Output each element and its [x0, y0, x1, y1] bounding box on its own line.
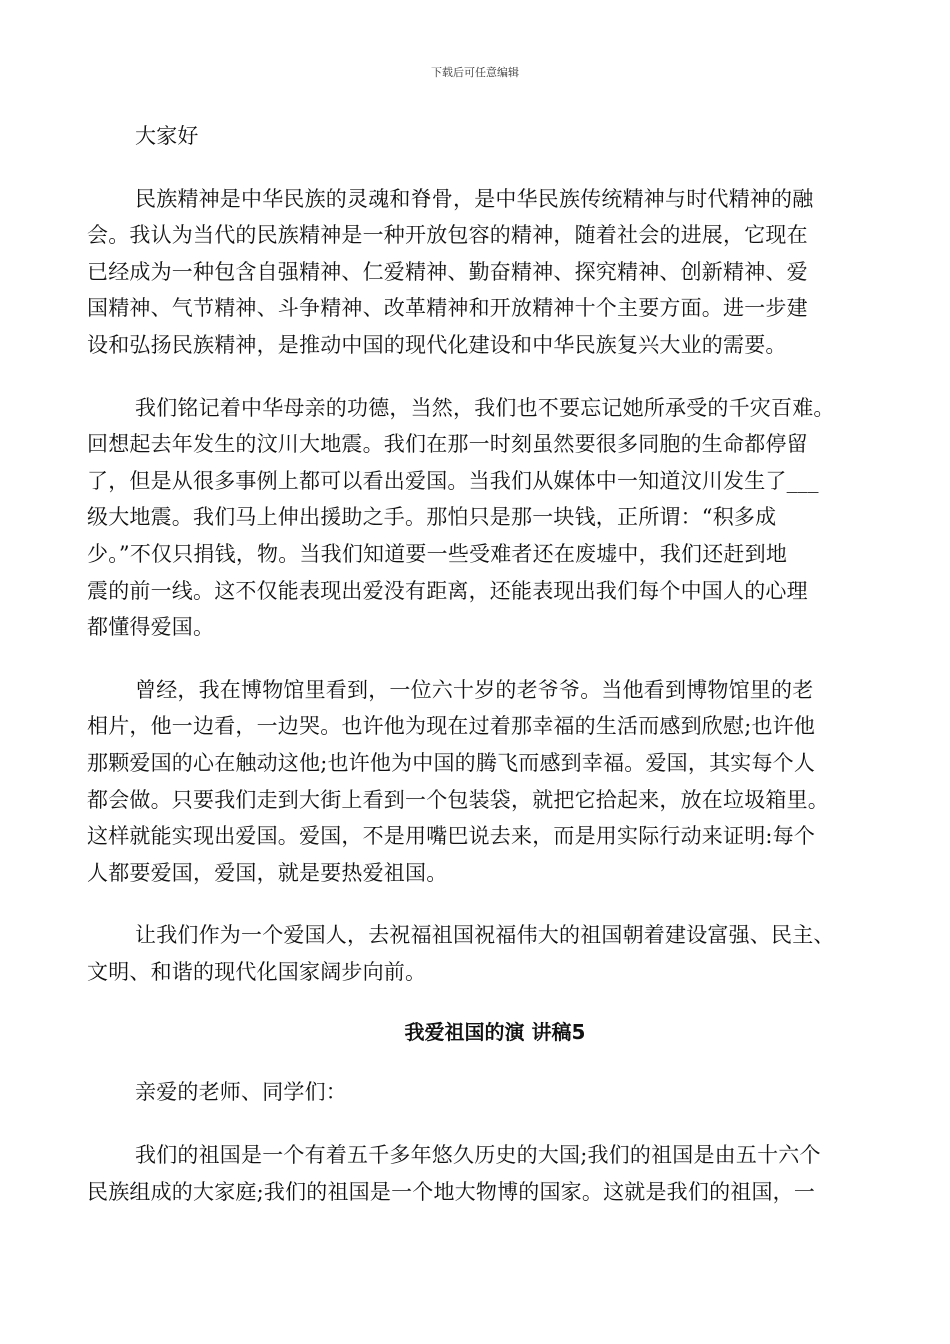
- paragraph-line: 民族组成的大家庭;我们的祖国是一个地大物博的国家。这就是我们的祖国，一: [87, 1179, 816, 1204]
- greeting-line: 大家好: [135, 124, 199, 148]
- paragraph-line: 会。我认为当代的民族精神是一种开放包容的精神，随着社会的进展，它现在: [87, 223, 808, 248]
- paragraph-5: [87, 1137, 863, 1210]
- paragraph-line: 我们的祖国是一个有着五千多年悠久历史的大国;我们的祖国是由五十六个: [135, 1143, 821, 1168]
- paragraph-line: 回想起去年发生的汶川大地震。我们在那一时刻虽然要很多同胞的生命都停留: [87, 432, 808, 457]
- section-title: 我爱祖国的演 讲稿5: [404, 1020, 586, 1045]
- paragraph-line: 人都要爱国，爱国，就是要热爱祖国。: [87, 860, 448, 885]
- paragraph-line: 相片，他一边看，一边哭。也许他为现在过着那幸福的生活而感到欣慰;也许他: [87, 714, 816, 739]
- paragraph-line: 那颗爱国的心在触动这他;也许他为中国的腾飞而感到幸福。爱国，其实每个人: [87, 750, 816, 775]
- paragraph-line: 国精神、气节精神、斗争精神、改革精神和开放精神十个主要方面。进一步建: [87, 296, 808, 321]
- document-body: [87, 118, 863, 1210]
- paragraph-line: 我们铭记着中华母亲的功德，当然，我们也不要忘记她所承受的千灾百难。: [135, 395, 835, 420]
- paragraph-4: [87, 917, 863, 990]
- paragraph-line: 少。”不仅只捐钱，物。当我们知道要一些受难者还在废墟中，我们还赶到地: [87, 541, 788, 566]
- paragraph-2: [87, 390, 863, 646]
- paragraph-line: 都会做。只要我们走到大街上看到一个包装袋，就把它拾起来，放在垃圾箱里。: [87, 787, 829, 812]
- paragraph-line: 都懂得爱国。: [87, 615, 215, 640]
- salutation-line: 亲爱的老师、同学们：: [135, 1080, 347, 1105]
- paragraph-line: 让我们作为一个爱国人，去祝福祖国祝福伟大的祖国朝着建设富强、民主、: [135, 923, 835, 948]
- paragraph-3: [87, 672, 863, 892]
- paragraph-line: 了，但是从很多事例上都可以看出爱国。当我们从媒体中一知道汶川发生了___: [87, 468, 819, 493]
- paragraph-line: 文明、和谐的现代化国家阔步向前。: [87, 959, 427, 984]
- paragraph-line: 设和弘扬民族精神，是推动中国的现代化建设和中华民族复兴大业的需要。: [87, 332, 787, 357]
- paragraph-line: 曾经，我在博物馆里看到，一位六十岁的老爷爷。当他看到博物馆里的老: [135, 677, 814, 702]
- paragraph-line: 民族精神是中华民族的灵魂和脊骨，是中华民族传统精神与时代精神的融: [135, 186, 814, 211]
- paragraph-line: 已经成为一种包含自强精神、仁爱精神、勤奋精神、探究精神、创新精神、爱: [87, 259, 808, 284]
- page-header-note: 下载后可任意编辑: [431, 66, 519, 79]
- paragraph-line: 这样就能实现出爱国。爱国，不是用嘴巴说去来，而是用实际行动来证明:每个: [87, 824, 816, 849]
- paragraph-1: [87, 181, 863, 364]
- paragraph-line: 级大地震。我们马上伸出援助之手。那怕只是那一块钱，正所谓：“积多成: [87, 505, 777, 530]
- paragraph-line: 震的前一线。这不仅能表现出爱没有距离，还能表现出我们每个中国人的心理: [87, 578, 808, 603]
